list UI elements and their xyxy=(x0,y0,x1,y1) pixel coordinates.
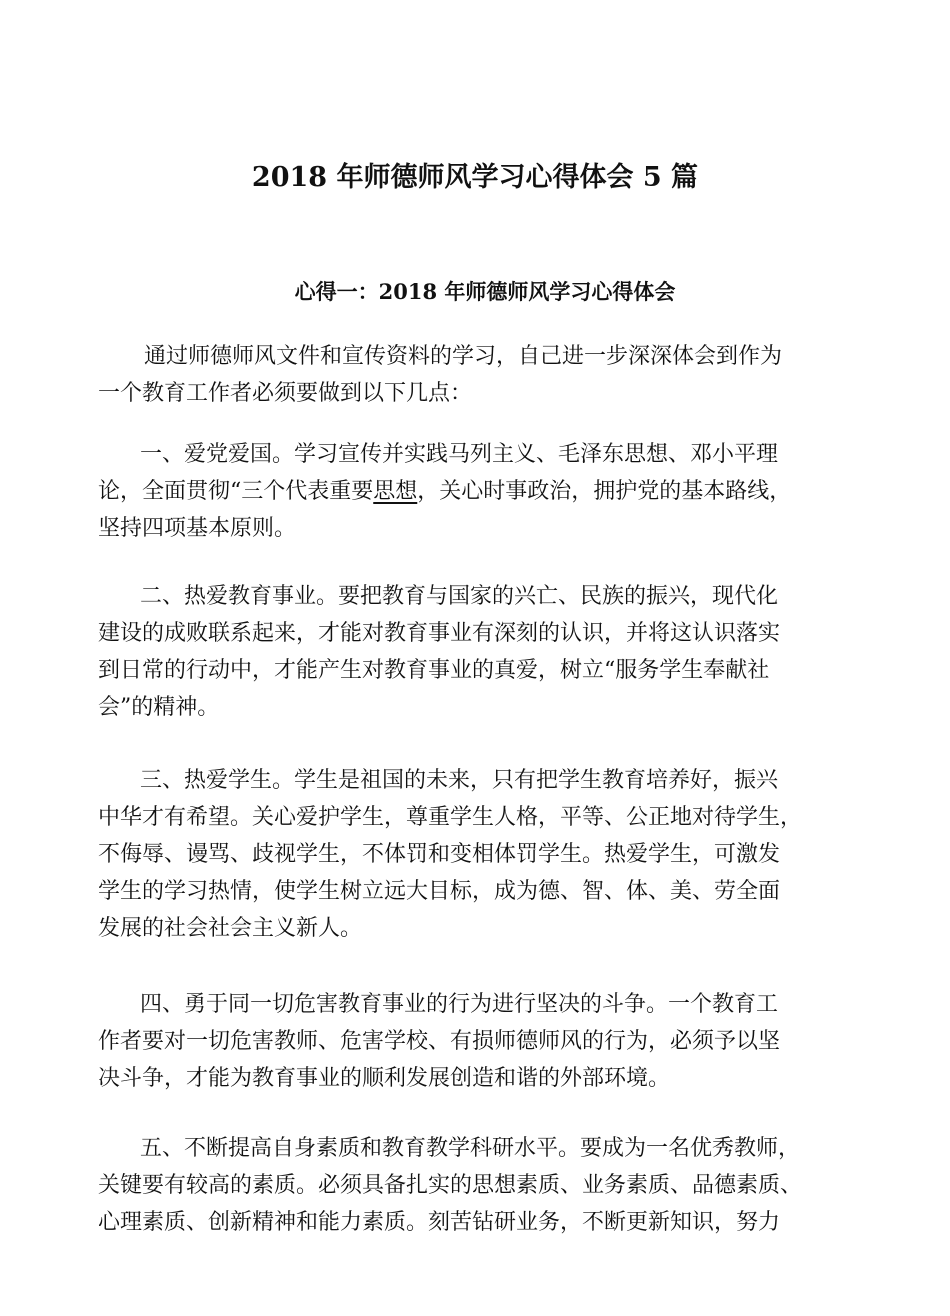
paragraph-line: 学生的学习热情，使学生树立远大目标，成为德、智、体、美、劳全面 xyxy=(98,879,781,904)
paragraph-point-4 xyxy=(98,986,858,1097)
underlined-word: 思想 xyxy=(373,479,418,504)
paragraph-intro xyxy=(98,338,858,412)
paragraph-point-1 xyxy=(98,436,858,547)
paragraph-line: 发展的社会社会主义新人。 xyxy=(98,916,363,941)
paragraph-line: 会”的精神。 xyxy=(98,695,220,720)
section-title: 心得一：2018 年师德师风学习心得体会 xyxy=(294,279,676,304)
paragraph-line xyxy=(98,473,858,510)
paragraph-line: 到日常的行动中，才能产生对教育事业的真爱，树立“服务学生奉献社 xyxy=(98,658,770,683)
paragraph-line-part: ，关心时事政治，拥护党的基本路线， xyxy=(417,479,792,504)
paragraph-line: 不侮辱、谩骂、歧视学生，不体罚和变相体罚学生。热爱学生，可激发 xyxy=(98,842,781,867)
paragraph-line: 四、勇于同一切危害教育事业的行为进行坚决的斗争。一个教育工 xyxy=(140,992,779,1017)
paragraph-line: 一个教育工作者必须要做到以下几点： xyxy=(98,381,473,406)
paragraph-line-part: 论，全面贯彻“三个代表重要 xyxy=(98,479,374,504)
document-title: 2018 年师德师风学习心得体会 5 篇 xyxy=(251,162,699,193)
paragraph-line: 作者要对一切危害教师、危害学校、有损师德师风的行为，必须予以坚 xyxy=(98,1029,781,1054)
paragraph-point-3 xyxy=(98,762,858,947)
paragraph-line: 坚持四项基本原则。 xyxy=(98,516,297,541)
paragraph-line: 关键要有较高的素质。必须具备扎实的思想素质、业务素质、品德素质、 xyxy=(98,1173,803,1198)
paragraph-line: 决斗争，才能为教育事业的顺利发展创造和谐的外部环境。 xyxy=(98,1066,671,1091)
paragraph-line: 建设的成败联系起来，才能对教育事业有深刻的认识，并将这认识落实 xyxy=(98,621,781,646)
paragraph-line: 三、热爱学生。学生是祖国的未来，只有把学生教育培养好，振兴 xyxy=(140,768,779,793)
paragraph-line: 一、爱党爱国。学习宣传并实践马列主义、毛泽东思想、邓小平理 xyxy=(140,442,779,467)
paragraph-line: 通过师德师风文件和宣传资料的学习，自己进一步深深体会到作为 xyxy=(144,344,783,369)
paragraph-line: 二、热爱教育事业。要把教育与国家的兴亡、民族的振兴，现代化 xyxy=(140,584,779,609)
paragraph-point-2 xyxy=(98,578,858,726)
paragraph-line: 心理素质、创新精神和能力素质。刻苦钻研业务，不断更新知识，努力 xyxy=(98,1210,781,1235)
paragraph-line: 中华才有希望。关心爱护学生，尊重学生人格，平等、公正地对待学生， xyxy=(98,805,803,830)
paragraph-line: 五、不断提高自身素质和教育教学科研水平。要成为一名优秀教师， xyxy=(140,1136,801,1161)
paragraph-point-5 xyxy=(98,1130,858,1241)
